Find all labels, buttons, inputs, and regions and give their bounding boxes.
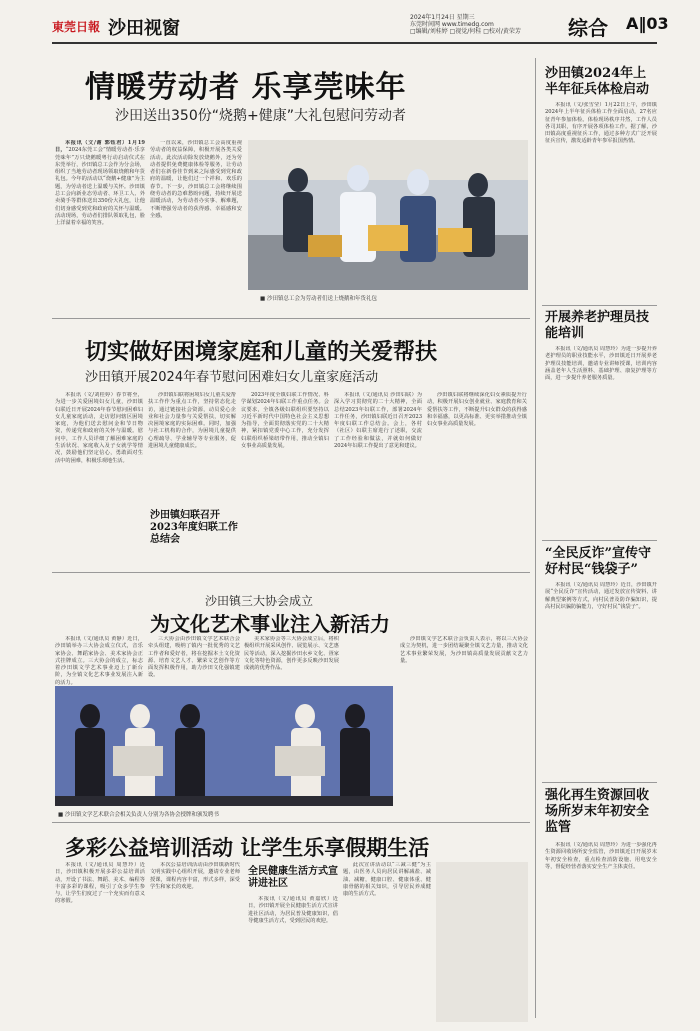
page-header bbox=[0, 0, 700, 42]
side-text-1: 本报讯（文/张雪莹）1月22日上午，沙田镇2024年上半年征兵体检工作全面启动，27名应征青年参加体检。体检现场秩序井然，工作人员各司其职，有序开展各项体检工作。据了解，沙田镇高度重视征兵工作，通过多种方式广泛开展征兵宣传，激发适龄青年参军报国热情。 bbox=[545, 102, 657, 145]
top-photo-caption: ■ 沙田镇总工会为劳动者们送上烧鹅和年货礼包 bbox=[260, 296, 377, 302]
arts-kicker: 沙田镇三大协会成立 bbox=[205, 594, 314, 608]
page-number: A‖03 bbox=[626, 14, 669, 33]
side-headline-4: 强化再生资源回收场所岁末年初安全监管 bbox=[545, 788, 650, 835]
arts-headline: 为文化艺术事业注入新活力 bbox=[150, 612, 390, 636]
mid-col2: 沙田镇妇联将困境妇女儿童关爱帮扶工作作为重点工作，坚持常态化走访，通过链接社会资源，动员爱心企业和社会力量参与关爱帮扶，切实解决困境家庭的实际困难。同时，加强与社工机构的合作，为困境儿童提供心理疏导、学业辅导等专业服务，促进困境儿童健康成长。 bbox=[148, 392, 236, 450]
mid-col5: 沙田镇妇联将继续深化妇女素质提升行动，积极开展妇女创业就业、家庭教育和关爱帮扶等工作，不断提升妇女群众的获得感和幸福感，以更高标准、更实举措推动全镇妇女事业高质量发展。 bbox=[427, 392, 527, 428]
newspaper-logo: 東莞日報 bbox=[52, 20, 101, 34]
side-headline-1: 沙田镇2024年上半年征兵体检启动 bbox=[545, 66, 650, 97]
public-col4: 此次宣讲活动以“三减三健”为主题，由医务人员向居民讲解减盐、减油、减糖，健康口腔、健康体重、健康骨骼的相关知识，引导居民养成健康的生活方式。 bbox=[343, 862, 431, 898]
award-photo bbox=[55, 686, 393, 806]
public-col1: 本报讯（文/通讯员 周慧玲）近日，沙田镇积极开展多彩公益培训活动，开设了书法、舞蹈、美术、编程等丰富多彩的课程，吸引了众多学生参与，让学生们度过了一个充实而有意义的寒假。 bbox=[55, 862, 145, 905]
arts-col3: 美术家协会等三大协会成立后，将积极组织开展采风创作、展览展示、文艺惠民等活动，深入挖掘沙田水乡文化、疍家文化等特色资源，创作更多反映沙田发展成就的优秀作品。 bbox=[244, 636, 339, 672]
date-line: 2024年1月24日 星期三 bbox=[410, 14, 475, 21]
category-label: 综合 bbox=[568, 16, 608, 40]
public-sub-headline: 全民健康生活方式宣讲进社区 bbox=[248, 866, 338, 889]
side-headline-2: 开展养老护理员技能培训 bbox=[545, 310, 650, 341]
arts-photo-caption: ■ 沙田镇文学艺术联合会相关负责人分别为各协会授牌和颁发聘书 bbox=[58, 812, 219, 818]
mid-col1: 本报讯（文/刘桂婷）春节将至，为进一步关爱困境妇女儿童，沙田镇妇联近日开展2024年春节慰问困难妇女儿童家庭活动，走访慰问辖区困境家庭，为他们送去慰问金和节日物资，传递党和政府的关怀与温暖。慰问中，工作人员详细了解困难家庭的生活状况、家庭收入及子女就学等情况，鼓励他们坚定信心，勇敢面对生活中的困难，积极乐观地生活。 bbox=[55, 392, 143, 464]
side-text-4: 本报讯（文/通讯员 周慧玲）为进一步强化再生资源回收场所安全监管，沙田镇近日开展岁末年初安全检查，重点检查消防设施、用电安全等，督促经营者落实安全生产主体责任。 bbox=[545, 842, 657, 870]
top-photo bbox=[248, 140, 528, 290]
arts-col2: 三大协会由沙田镇文学艺术联合会牵头组建，吸纳了镇内一批优秀的文艺工作者和爱好者，将在挖掘本土文化资源、培育文艺人才、繁荣文艺创作等方面发挥积极作用，助力沙田文化强镇建设。 bbox=[148, 636, 240, 679]
top-subhead: 沙田送出350份“烧鹅+健康”大礼包慰问劳动者 bbox=[115, 108, 406, 124]
divider-2 bbox=[52, 572, 530, 573]
side-divider-1 bbox=[542, 305, 657, 306]
page-info bbox=[410, 14, 521, 35]
top-headline: 情暖劳动者 乐享莞味年 bbox=[85, 70, 407, 105]
side-divider-2 bbox=[542, 540, 657, 541]
arts-col1: 本报讯（文/通讯员 黄静）近日，沙田镇举办三大协会成立仪式，音乐家协会、舞蹈家协会、美术家协会正式挂牌成立。三大协会的成立，标志着沙田镇文学艺术事业迈上了新台阶，为全镇文化艺术事业发展注入新的活力。 bbox=[55, 636, 143, 686]
mid-col3: 2023年度全镇妇联工作情况、科学谋划2024年妇联工作重点任务。会议要求，全镇各级妇联组织要坚持以习近平新时代中国特色社会主义思想为指导，全面贯彻落实党的二十大精神，紧扣镇党委中心工作，充分发挥妇联组织桥梁纽带作用，推动全镇妇女事业高质量发展。 bbox=[241, 392, 329, 450]
top-col2: 一直以来，沙田镇总工会高度重视劳动者的权益保障，积极开展各类关爱活动。此次活动除发放烧鹅外，还为劳动者提供免费健康体检等服务，让劳动者们在新春佳节到来之际感受到党和政府的温暖，让他们过一个祥和、欢乐的春节。下一步，沙田镇总工会将继续围绕劳动者的急难愁盼问题，持续开展送温暖活动，为劳动者办实事、解难题，不断增强劳动者的获得感、幸福感和安全感。 bbox=[150, 140, 242, 219]
side-divider-3 bbox=[542, 782, 657, 783]
arts-photo bbox=[55, 686, 393, 806]
public-col2: 本次公益培训活动由沙田镇新时代文明实践中心组织开展，邀请专业老师授课，课程内容丰富，形式多样，深受学生和家长的欢迎。 bbox=[150, 862, 240, 890]
side-text-3: 本报讯（文/通讯员 周慧玲）近日，沙田镇开展“全民反诈”宣传活动，通过发放宣传资料、讲解典型案例等方式，向村民普及防诈骗知识，提高村民识骗防骗能力，守好村民“钱袋子”。 bbox=[545, 582, 657, 610]
editors-line: □编辑/刘桂婷 □视觉/何桂 □校对/黄荣芳 bbox=[410, 28, 521, 35]
side-divider bbox=[535, 58, 536, 1018]
public-col3: 本报讯（文/通讯员 黄嘉欣）近日，沙田镇开展全民健康生活方式宣讲进社区活动，为居民普及健康知识，倡导健康生活方式，受到居民的欢迎。 bbox=[248, 896, 338, 924]
side-text-2: 本报讯（文/通讯员 周慧玲）为进一步提升养老护理员的职业技能水平，沙田镇近日开展养老护理员技能培训，邀请专业讲师授课，培训内容涵盖老年人生活照料、基础护理、康复护理等方面，进一步提升养老服务质量。 bbox=[545, 346, 657, 382]
public-col5 bbox=[436, 862, 528, 1022]
mid-headline: 切实做好困境家庭和儿童的关爱帮扶 bbox=[85, 339, 438, 365]
arts-col4: 沙田镇文学艺术联合会负责人表示，将以三大协会成立为契机，进一步团结凝聚全镇文艺力量，推动文化艺术事业繁荣发展，为沙田镇高质量发展贡献文艺力量。 bbox=[400, 636, 528, 664]
mid-col4: 本报讯（文/通讯员 沙田妇联）为深入学习贯彻党的二十大精神，全面总结2023年妇联工作，部署2024年工作任务，沙田镇妇联近日召开2023年度妇联工作总结会。会上，各村（社区）妇联主席进行了述职，交流了工作经验和做法，并就如何做好2024年妇联工作提出了意见和建议。 bbox=[334, 392, 422, 450]
public-headline: 多彩公益培训活动 让学生乐享假期生活 bbox=[65, 835, 430, 860]
side-headline-3: “全民反诈”宣传守好村民“钱袋子” bbox=[545, 546, 651, 577]
section-title: 沙田视窗 bbox=[108, 18, 180, 39]
top-col1: 本报讯（文/谢 郭钰君）1月19日，“2024东莞工会”情暖劳动者·乐享莞味年”万只烧鹅暖粤行动启动仪式在东莞举行，沙田镇总工会作为分会场，组织了当地劳动者现场领取烧鹅和年货礼包。今年的活动以“烧鹅+健康”为主题，为劳动者送上温暖与关怀。沙田镇总工会向新业态劳动者、环卫工人、外卖骑手等群体送出350份大礼包，让他们切身感受到党和政府的关怀与温暖。活动现场，劳动者们排队领取礼包，脸上洋溢着幸福的笑容。 bbox=[55, 140, 145, 227]
mid-subhead: 沙田镇开展2024年春节慰问困难妇女儿童家庭活动 bbox=[85, 370, 379, 385]
header-rule bbox=[52, 42, 657, 44]
workers-photo bbox=[248, 140, 528, 290]
url-line: 东莞时间网 www.timedg.com bbox=[410, 21, 494, 28]
mid-sub-headline: 沙田镇妇联召开2023年度妇联工作总结会 bbox=[150, 510, 238, 545]
divider-3 bbox=[52, 822, 530, 823]
divider-1 bbox=[52, 318, 530, 319]
